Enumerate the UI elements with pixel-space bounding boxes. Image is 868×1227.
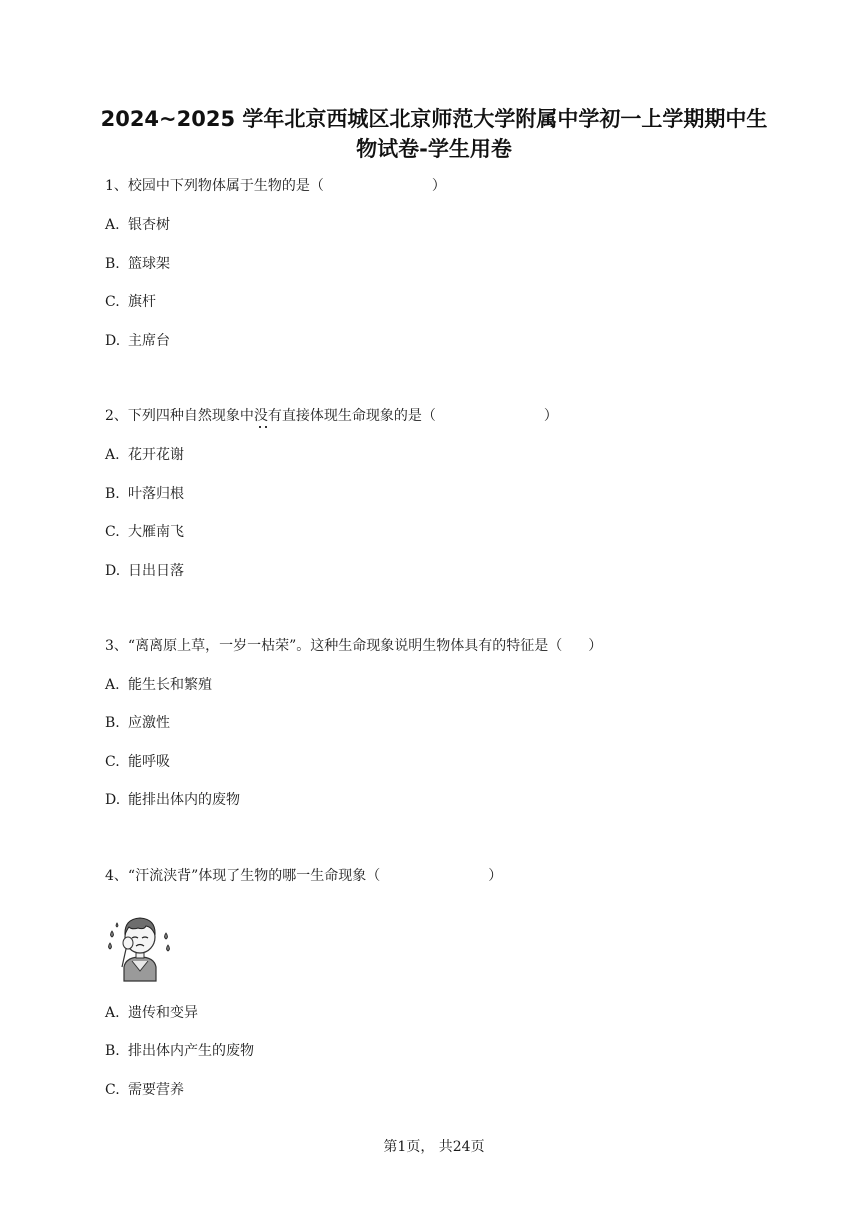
question-2-option-a: A. 花开花谢 [105, 447, 184, 463]
exam-title-line2: 物试卷-学生用卷 [356, 137, 512, 161]
closing-paren: ） [543, 408, 558, 424]
question-3-option-a: A. 能生长和繁殖 [105, 677, 212, 693]
question-2-stem: 2、下列四种自然现象中没有直接体现生命现象的是（ ） [105, 408, 558, 424]
question-1-option-d: D. 主席台 [105, 333, 170, 349]
question-1-option-a: A. 银杏树 [105, 217, 170, 233]
closing-paren: ） [431, 178, 446, 194]
sweating-person-icon [104, 905, 176, 983]
question-3-option-c: C. 能呼吸 [105, 754, 170, 770]
exam-title [80, 104, 788, 164]
question-4-option-c: C. 需要营养 [105, 1082, 184, 1098]
question-1-text: 1、校园中下列物体属于生物的是（ [105, 178, 324, 194]
question-2-option-b: B. 叶落归根 [105, 486, 184, 502]
page-footer: 第1页， 共24页 [383, 1139, 485, 1155]
closing-paren: ） [588, 638, 603, 654]
question-1-stem [105, 176, 446, 196]
exam-title-line1: 2024~2025 学年北京西城区北京师范大学附属中学初一上学期期中生 [100, 107, 768, 131]
question-4-option-b: B. 排出体内产生的废物 [105, 1043, 254, 1059]
question-4-text: 4、“汗流浃背”体现了生物的哪一生命现象（ [105, 868, 381, 884]
emphasis-text: 没有 [253, 408, 282, 424]
question-4-option-a: A. 遗传和变异 [105, 1005, 198, 1021]
question-3-option-d: D. 能排出体内的废物 [105, 792, 240, 808]
question-3-option-b: B. 应激性 [105, 715, 170, 731]
question-3-stem [105, 636, 602, 656]
question-2-option-d: D. 日出日落 [105, 563, 184, 579]
closing-paren: ） [488, 868, 503, 884]
question-1-option-c: C. 旗杆 [105, 294, 156, 310]
question-2-text: 2、下列四种自然现象中 [105, 408, 254, 424]
question-3-text: 3、“离离原上草，一岁一枯荣”。这种生命现象说明生物体具有的特征是（ [105, 638, 563, 654]
question-4-stem [105, 866, 502, 886]
question-1-option-b: B. 篮球架 [105, 256, 170, 272]
question-2-option-c: C. 大雁南飞 [105, 524, 184, 540]
